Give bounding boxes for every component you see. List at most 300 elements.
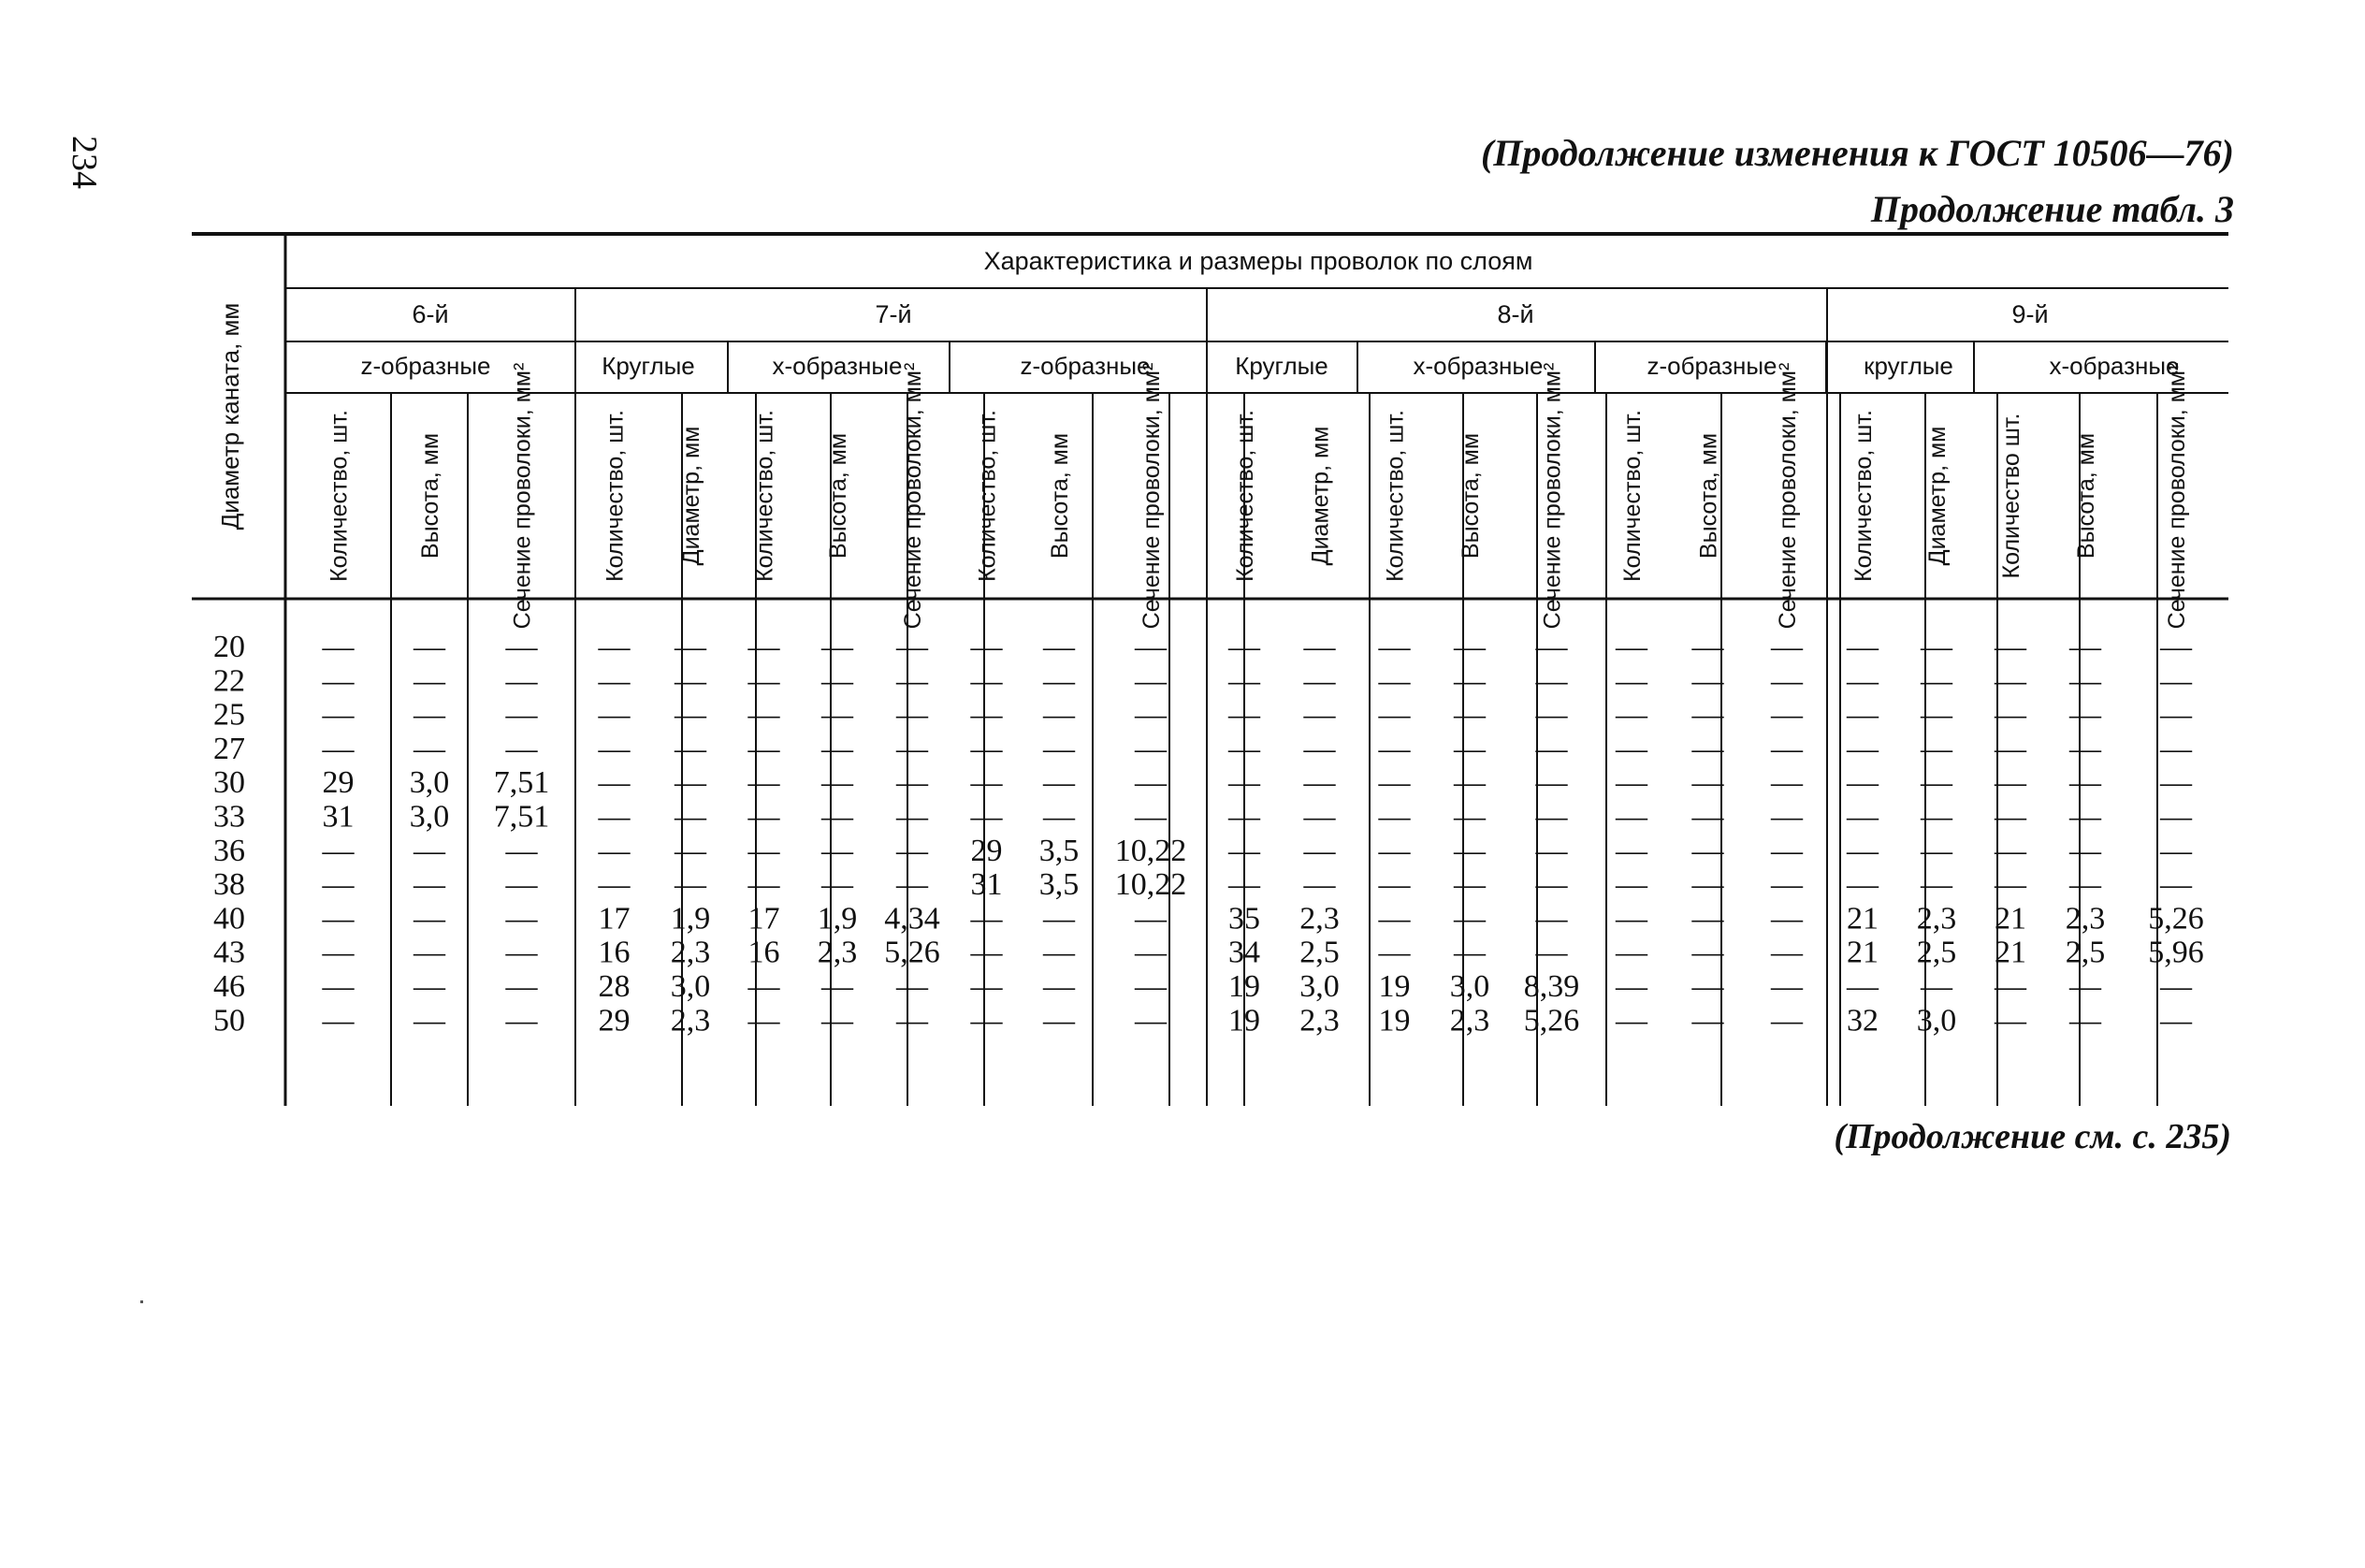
- table-cell: —: [1995, 765, 2026, 801]
- table-cell: —: [1135, 663, 1167, 699]
- table-cell: —: [1616, 867, 1647, 903]
- column-header: Высота, мм: [2073, 432, 2099, 559]
- table-cell: —: [505, 935, 538, 970]
- column-header: Сечение проволоки, мм²: [900, 362, 926, 630]
- page-number: 234: [65, 136, 104, 189]
- layer-header: 6-й: [412, 300, 449, 328]
- running-head: (Продолжение изменения к ГОСТ 10506—76): [1480, 132, 2234, 174]
- table-cell: —: [970, 1003, 1003, 1038]
- table-cell: —: [1378, 697, 1411, 733]
- table-cell: —: [1847, 663, 1879, 699]
- row-diameter: 30: [213, 765, 245, 801]
- table-cell: —: [1691, 969, 1724, 1004]
- table-cell: 19: [1228, 969, 1260, 1004]
- table-cell: —: [1771, 663, 1803, 699]
- table-cell: —: [1921, 765, 1952, 801]
- table-cell: —: [970, 731, 1003, 766]
- table-cell: —: [1454, 765, 1486, 801]
- table-cell: 19: [1228, 1003, 1260, 1038]
- table-cell: —: [1454, 833, 1486, 868]
- table-cell: 3,5: [1038, 833, 1080, 868]
- column-header: Количество, шт.: [1382, 410, 1409, 582]
- table-cell: —: [970, 765, 1003, 801]
- table-cell: —: [896, 799, 928, 835]
- table-cell: —: [322, 663, 355, 699]
- table-cell: —: [1535, 833, 1568, 868]
- table-cell: —: [970, 799, 1003, 835]
- table-cell: —: [675, 833, 706, 868]
- table-cell: —: [1616, 1003, 1647, 1038]
- table-cell: —: [1847, 867, 1879, 903]
- table-cell: —: [1771, 765, 1803, 801]
- table-cell: —: [1921, 697, 1952, 733]
- table-cell: 32: [1847, 1003, 1879, 1038]
- table-cell: —: [896, 969, 928, 1004]
- table-cell: —: [896, 663, 928, 699]
- column-header: Высота, мм: [417, 432, 443, 559]
- table-cell: —: [970, 901, 1003, 936]
- table-cell: —: [1995, 833, 2026, 868]
- table-cell: —: [1691, 630, 1724, 664]
- table-cell: —: [2069, 697, 2101, 733]
- table-cell: —: [821, 1003, 853, 1038]
- column-header: Сечение проволоки, мм²: [509, 362, 536, 630]
- table-cell: —: [322, 731, 355, 766]
- table-cell: —: [821, 765, 853, 801]
- column-header: Диаметр, мм: [1307, 426, 1334, 566]
- table-cell: —: [1995, 969, 2026, 1004]
- table-cell: —: [970, 663, 1003, 699]
- table-cell: —: [2069, 731, 2101, 766]
- table-cell: —: [1135, 901, 1167, 936]
- table-cell: —: [598, 697, 631, 733]
- table-cell: —: [1616, 833, 1647, 868]
- table-cell: —: [1847, 630, 1879, 664]
- table-cell: 2,3: [817, 935, 858, 970]
- column-header: Количество, шт.: [974, 410, 1001, 582]
- table-cell: —: [970, 935, 1003, 970]
- table-cell: —: [1535, 935, 1568, 970]
- table-cell: —: [1995, 697, 2026, 733]
- table-cell: —: [896, 697, 928, 733]
- table-cell: —: [1616, 935, 1647, 970]
- row-diameter: 46: [213, 969, 245, 1004]
- table-cell: —: [747, 630, 780, 664]
- table-cell: —: [1535, 867, 1568, 903]
- table-cell: 19: [1378, 1003, 1411, 1038]
- table-cell: —: [821, 799, 853, 835]
- column-header: Высота, мм: [1695, 432, 1722, 559]
- table-cell: —: [675, 799, 706, 835]
- table-cell: —: [1135, 1003, 1167, 1038]
- table-cell: —: [1378, 935, 1411, 970]
- table-cell: —: [2069, 969, 2101, 1004]
- table-cell: 2,5: [1916, 935, 1957, 970]
- group-header: x-образные: [1413, 352, 1544, 380]
- table-cell: —: [505, 969, 538, 1004]
- table-cell: —: [1921, 731, 1952, 766]
- table-cell: —: [1135, 935, 1167, 970]
- table-cell: —: [414, 969, 445, 1004]
- table-cell: —: [1995, 867, 2026, 903]
- table-cell: 5,26: [1523, 1003, 1580, 1038]
- table-cell: —: [505, 630, 538, 664]
- row-diameter: 43: [213, 935, 245, 970]
- column-header: Количество, шт.: [1850, 410, 1877, 582]
- table-cell: 2,3: [1916, 901, 1957, 936]
- table-cell: —: [896, 765, 928, 801]
- column-header: Количество, шт.: [602, 410, 629, 582]
- table-cell: 31: [970, 867, 1003, 903]
- column-header: Количество, шт.: [1619, 410, 1646, 582]
- row-diameter: 22: [213, 663, 245, 699]
- table-cell: —: [1847, 969, 1879, 1004]
- table-cell: —: [1228, 630, 1260, 664]
- table-cell: —: [1771, 799, 1803, 835]
- table-cell: —: [675, 697, 706, 733]
- super-header: Характеристика и размеры проволок по слоям: [983, 247, 1533, 275]
- table-cell: —: [414, 731, 445, 766]
- table-cell: —: [1535, 663, 1568, 699]
- table-cell: —: [598, 663, 631, 699]
- table-cell: —: [1691, 799, 1724, 835]
- table-cell: —: [322, 867, 355, 903]
- table-cell: —: [1921, 969, 1952, 1004]
- table-cell: —: [322, 1003, 355, 1038]
- table-cell: —: [2069, 663, 2101, 699]
- group-header: круглые: [1864, 352, 1953, 380]
- table-cell: —: [1228, 731, 1260, 766]
- table-cell: —: [1847, 765, 1879, 801]
- column-header: Диаметр, мм: [678, 426, 704, 566]
- table-cell: —: [414, 901, 445, 936]
- table-cell: —: [2160, 969, 2192, 1004]
- table-cell: 7,51: [493, 765, 550, 801]
- table-cell: —: [1535, 731, 1568, 766]
- table-cell: —: [414, 867, 445, 903]
- table-cell: —: [2160, 630, 2192, 664]
- table-cell: 2,5: [1299, 935, 1340, 970]
- stub-header: Диаметр каната, мм: [216, 302, 244, 530]
- stray-dot: [140, 1300, 143, 1303]
- table-cell: —: [896, 867, 928, 903]
- layer-header: 7-й: [875, 300, 912, 328]
- row-diameter: 50: [213, 1003, 245, 1038]
- table-cell: —: [505, 663, 538, 699]
- table-cell: —: [2160, 1003, 2192, 1038]
- table-cell: —: [1378, 799, 1411, 835]
- table-cell: —: [1454, 935, 1486, 970]
- table-cell: —: [1616, 630, 1647, 664]
- table-cell: 10,22: [1114, 833, 1187, 868]
- table-cell: —: [2069, 765, 2101, 801]
- table-cell: —: [1043, 731, 1075, 766]
- table-cell: 28: [598, 969, 631, 1004]
- table-cell: —: [1454, 731, 1486, 766]
- table-cell: —: [2160, 731, 2192, 766]
- table-cell: 21: [1847, 901, 1879, 936]
- table-cell: —: [505, 867, 538, 903]
- table-cell: —: [1771, 697, 1803, 733]
- table-cell: —: [505, 901, 538, 936]
- table-cell: —: [1771, 833, 1803, 868]
- table-cell: —: [747, 1003, 780, 1038]
- table-cell: —: [2069, 630, 2101, 664]
- table-cell: —: [1616, 697, 1647, 733]
- table-cell: 1,9: [817, 901, 858, 936]
- table-cell: —: [2069, 799, 2101, 835]
- table-cell: —: [1378, 833, 1411, 868]
- table-cell: —: [1847, 697, 1879, 733]
- table-cell: —: [1378, 765, 1411, 801]
- table-cell: —: [598, 833, 631, 868]
- layer-header: 8-й: [1497, 300, 1534, 328]
- column-header: Сечение проволоки, мм²: [1539, 362, 1566, 630]
- table-cell: —: [747, 833, 780, 868]
- column-header: Сечение проволоки, мм²: [1139, 362, 1165, 630]
- table-cell: —: [1135, 799, 1167, 835]
- table-cell: —: [747, 969, 780, 1004]
- table-cell: —: [747, 765, 780, 801]
- table-cell: 2,3: [1299, 1003, 1340, 1038]
- table-cell: 2,3: [1449, 1003, 1490, 1038]
- column-header: Количество шт.: [1998, 413, 2024, 579]
- table-cell: —: [1847, 833, 1879, 868]
- table-cell: —: [1691, 901, 1724, 936]
- table-cell: —: [414, 1003, 445, 1038]
- table-cell: —: [1995, 1003, 2026, 1038]
- table-cell: —: [1043, 1003, 1075, 1038]
- table-cell: 29: [970, 833, 1003, 868]
- table-cell: —: [1043, 935, 1075, 970]
- table-cell: —: [1228, 833, 1260, 868]
- table-cell: —: [414, 663, 445, 699]
- table-cell: —: [1616, 901, 1647, 936]
- table-cell: —: [1228, 799, 1260, 835]
- table-cell: —: [896, 731, 928, 766]
- table-cell: —: [1135, 765, 1167, 801]
- table-cell: —: [821, 663, 853, 699]
- table-cell: 17: [747, 901, 780, 936]
- table-cell: —: [322, 630, 355, 664]
- table-cell: —: [1847, 731, 1879, 766]
- table-cell: —: [2160, 799, 2192, 835]
- table-cell: —: [414, 833, 445, 868]
- table-cell: 21: [1847, 935, 1879, 970]
- table-cell: —: [1303, 697, 1336, 733]
- table-cell: 31: [322, 799, 355, 835]
- table-cell: —: [675, 663, 706, 699]
- table-cell: —: [598, 630, 631, 664]
- table-cell: —: [1228, 697, 1260, 733]
- table-cell: —: [2160, 867, 2192, 903]
- table-cell: —: [970, 697, 1003, 733]
- table-cell: —: [2160, 765, 2192, 801]
- table-cell: —: [821, 969, 853, 1004]
- table-cell: —: [1771, 901, 1803, 936]
- group-header: x-образные: [772, 352, 903, 380]
- table-cell: 2,3: [670, 935, 711, 970]
- table-cell: —: [414, 697, 445, 733]
- table-cell: —: [1535, 697, 1568, 733]
- table-cell: —: [2160, 697, 2192, 733]
- table-cell: —: [505, 731, 538, 766]
- table-cell: 29: [598, 1003, 631, 1038]
- table-cell: —: [821, 731, 853, 766]
- table-cell: —: [2069, 867, 2101, 903]
- table-cell: 35: [1228, 901, 1260, 936]
- table-cell: —: [1454, 901, 1486, 936]
- column-header: Сечение проволоки, мм²: [2164, 362, 2190, 630]
- table-cell: —: [1691, 765, 1724, 801]
- table-cell: —: [1043, 969, 1075, 1004]
- table-cell: —: [1303, 833, 1336, 868]
- table-cell: —: [322, 935, 355, 970]
- table-cell: —: [1616, 663, 1647, 699]
- table-cell: —: [1847, 799, 1879, 835]
- table-cell: —: [1995, 630, 2026, 664]
- table-cell: —: [2069, 833, 2101, 868]
- table-cell: 3,0: [409, 799, 450, 835]
- table-cell: —: [1691, 697, 1724, 733]
- table-cell: —: [675, 630, 706, 664]
- table-cell: —: [1303, 765, 1336, 801]
- row-diameter: 36: [213, 833, 245, 868]
- table-cell: —: [1378, 901, 1411, 936]
- table-cell: —: [1454, 630, 1486, 664]
- table-cell: —: [414, 630, 445, 664]
- table-cell: 3,0: [409, 765, 450, 801]
- table-cell: —: [675, 765, 706, 801]
- table-cell: —: [414, 935, 445, 970]
- table-cell: —: [1771, 935, 1803, 970]
- table-cell: —: [598, 731, 631, 766]
- table-cell: 5,26: [2148, 901, 2204, 936]
- table-cell: —: [1303, 731, 1336, 766]
- table-cell: —: [1303, 663, 1336, 699]
- table-cell: 5,26: [884, 935, 940, 970]
- table-cell: —: [1454, 799, 1486, 835]
- table-cell: —: [1454, 867, 1486, 903]
- column-header: Сечение проволоки, мм²: [1775, 362, 1801, 630]
- table-cell: —: [1135, 697, 1167, 733]
- table-cell: —: [2160, 833, 2192, 868]
- table-caption: Продолжение табл. 3: [1870, 188, 2234, 230]
- table-cell: 2,3: [2065, 901, 2106, 936]
- row-diameter: 38: [213, 867, 245, 903]
- column-header: Высота, мм: [825, 432, 851, 559]
- table-cell: —: [1135, 731, 1167, 766]
- table-cell: —: [675, 867, 706, 903]
- table-cell: —: [1378, 731, 1411, 766]
- table-cell: —: [1303, 630, 1336, 664]
- table-cell: —: [598, 799, 631, 835]
- table-cell: —: [1616, 731, 1647, 766]
- table-cell: 8,39: [1523, 969, 1580, 1004]
- table-cell: —: [322, 697, 355, 733]
- table-cell: 3,0: [1299, 969, 1340, 1004]
- table-cell: —: [1043, 630, 1075, 664]
- table-cell: —: [1043, 765, 1075, 801]
- table-cell: 2,3: [670, 1003, 711, 1038]
- table-cell: —: [821, 867, 853, 903]
- table-cell: —: [1691, 1003, 1724, 1038]
- table-cell: —: [896, 833, 928, 868]
- table-cell: 16: [598, 935, 631, 970]
- layer-header: 9-й: [2011, 300, 2049, 328]
- column-header: Высота, мм: [1047, 432, 1073, 559]
- table-cell: —: [1303, 799, 1336, 835]
- group-header: Круглые: [1235, 352, 1328, 380]
- table-cell: —: [1535, 630, 1568, 664]
- continuation-note: (Продолжение см. с. 235): [1834, 1117, 2231, 1156]
- table-cell: —: [1691, 663, 1724, 699]
- column-header: Высота, мм: [1458, 432, 1484, 559]
- table-cell: —: [1454, 663, 1486, 699]
- table-cell: 16: [747, 935, 780, 970]
- table-cell: —: [1378, 867, 1411, 903]
- table-cell: 2,5: [2065, 935, 2106, 970]
- row-diameter: 25: [213, 697, 245, 733]
- group-header: z-образные: [360, 352, 491, 380]
- column-header: Диаметр, мм: [1924, 426, 1951, 566]
- table-cell: —: [970, 630, 1003, 664]
- row-diameter: 27: [213, 731, 245, 766]
- table-cell: 3,0: [670, 969, 711, 1004]
- table-cell: —: [1771, 867, 1803, 903]
- table-cell: —: [747, 731, 780, 766]
- group-header: z-образные: [1647, 352, 1777, 380]
- table-cell: —: [1616, 969, 1647, 1004]
- table-cell: 21: [1995, 935, 2026, 970]
- table-cell: 1,9: [670, 901, 711, 936]
- group-header: x-образные: [2049, 352, 2180, 380]
- table-cell: —: [1043, 663, 1075, 699]
- table-cell: 7,51: [493, 799, 550, 835]
- table-cell: —: [1135, 630, 1167, 664]
- column-header: Количество, шт.: [1232, 410, 1258, 582]
- table-cell: —: [1043, 697, 1075, 733]
- table-cell: —: [821, 697, 853, 733]
- table-cell: —: [505, 697, 538, 733]
- row-diameter: 20: [213, 630, 245, 664]
- group-header: z-образные: [1020, 352, 1151, 380]
- table-cell: 29: [322, 765, 355, 801]
- table-cell: —: [821, 833, 853, 868]
- table-cell: —: [1228, 765, 1260, 801]
- table-cell: —: [1921, 833, 1952, 868]
- table-cell: —: [1303, 867, 1336, 903]
- table-cell: —: [598, 765, 631, 801]
- table-cell: —: [1043, 901, 1075, 936]
- table-cell: —: [1995, 799, 2026, 835]
- table-cell: —: [1921, 663, 1952, 699]
- table-cell: 19: [1378, 969, 1411, 1004]
- table-cell: —: [598, 867, 631, 903]
- table-cell: —: [675, 731, 706, 766]
- table-cell: —: [747, 867, 780, 903]
- table-cell: —: [1771, 1003, 1803, 1038]
- table-cell: —: [1995, 663, 2026, 699]
- table-cell: —: [1921, 799, 1952, 835]
- table-cell: —: [1043, 799, 1075, 835]
- table-cell: 2,3: [1299, 901, 1340, 936]
- table-cell: —: [1771, 731, 1803, 766]
- table-cell: —: [1771, 969, 1803, 1004]
- table-cell: —: [322, 901, 355, 936]
- table-cell: —: [1535, 799, 1568, 835]
- table-cell: —: [747, 697, 780, 733]
